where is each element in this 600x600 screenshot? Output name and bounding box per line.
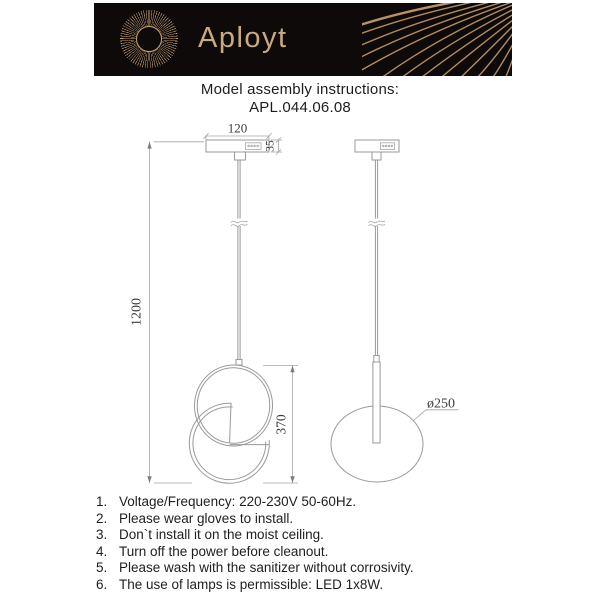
dim-canopy-height-label: 35: [264, 140, 277, 152]
front-view: [130, 121, 299, 484]
instruction-number: 5.: [96, 560, 108, 576]
lamp-rings-front: [189, 362, 275, 483]
instructions-title: Model assembly instructions:: [200, 81, 400, 98]
instruction-text: Voltage/Frequency: 220-230V 50-60Hz.: [119, 494, 357, 509]
instruction-text: Don`t install it on the moist ceiling.: [119, 527, 324, 543]
instruction-number: 1.: [96, 494, 108, 509]
instruction-number: 6.: [96, 576, 108, 592]
canopy-connector-side: [372, 152, 381, 160]
suspension-cable-side: [369, 160, 386, 356]
instruction-item: [96, 544, 546, 561]
dim-shade-diameter: [414, 397, 459, 421]
instruction-item: [96, 494, 546, 511]
instruction-item: [96, 577, 546, 594]
dim-canopy-width-label: 120: [227, 120, 248, 136]
stem-cap: [374, 356, 379, 363]
dim-overall-height-label: 1200: [129, 298, 145, 326]
lamp-stem: [373, 362, 380, 443]
instruction-text: Turn off the power before cleanout.: [119, 543, 329, 559]
instruction-number: 4.: [96, 543, 108, 559]
dim-overall-height: [130, 142, 205, 483]
instructions-list: [96, 494, 546, 594]
dim-shade-diameter-label: ø250: [427, 396, 455, 412]
brand-wordmark: Aployt: [198, 21, 288, 54]
instruction-text: Please wash with the sanitizer without corrosivity.: [119, 560, 414, 576]
instruction-number: 3.: [96, 527, 108, 543]
suspension-cable-front: [231, 160, 248, 361]
side-view: [331, 140, 459, 482]
dim-fixture-height-label: 370: [273, 414, 289, 435]
instruction-text: The use of lamps is permissible: LED 1x8W.: [119, 576, 384, 592]
instruction-item: [96, 560, 546, 577]
instruction-number: 2.: [96, 510, 108, 526]
canopy-front: [206, 140, 269, 152]
model-number: APL.044.06.08: [249, 99, 351, 116]
canopy-connector-front: [235, 152, 246, 160]
instruction-item: [96, 511, 546, 528]
instruction-text: Please wear gloves to install.: [119, 510, 294, 526]
dim-canopy-width: [204, 121, 272, 140]
ring-attachment: [236, 360, 242, 366]
instruction-item: [96, 527, 546, 544]
